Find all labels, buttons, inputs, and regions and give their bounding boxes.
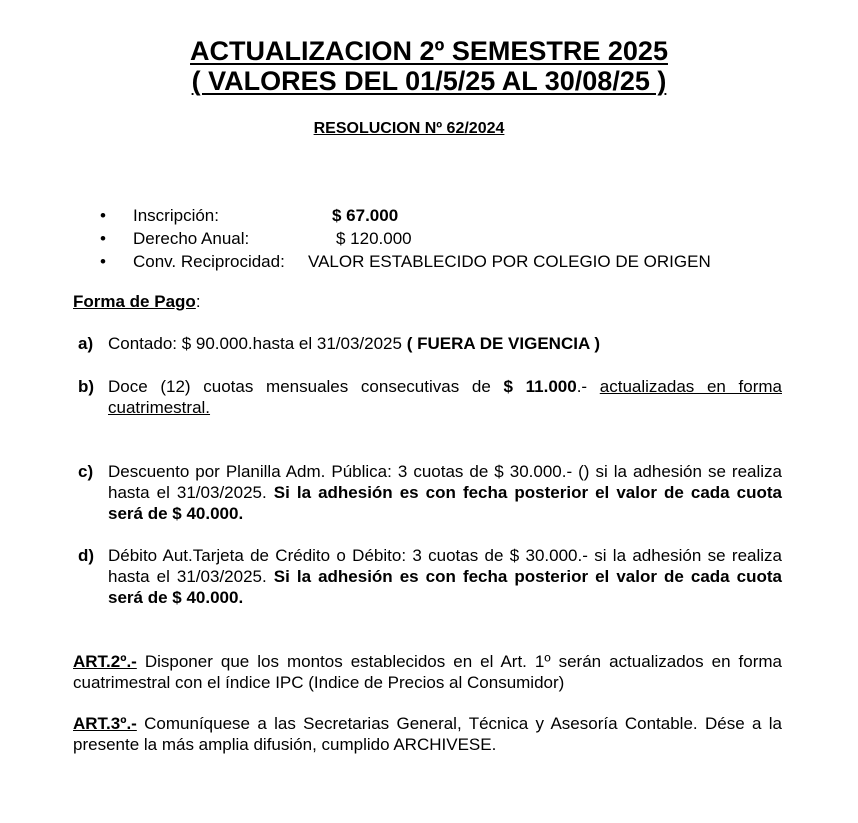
option-marker: a) — [78, 334, 94, 353]
option-text-plain: Contado: $ 90.000.hasta el 31/03/2025 — [108, 334, 407, 353]
resolution-number: RESOLUCION Nº 62/2024 — [313, 120, 505, 137]
article-2 — [73, 651, 782, 693]
fee-label: Inscripción: — [133, 206, 219, 225]
fee-value: $ 67.000 — [332, 206, 399, 225]
article-text: Disponer que los montos establecidos en el Art. 1º serán actualizados en forma cuatrimestral con el índice IPC (Indice de Precios al Consumidor) — [73, 652, 782, 692]
option-text-bold: ( FUERA DE VIGENCIA ) — [406, 334, 600, 353]
payment-option-a — [78, 333, 782, 354]
article-heading: ART.3º.- — [73, 714, 137, 733]
option-text — [108, 545, 782, 608]
option-text-bold: Si la adhesión es con fecha posterior el valor de cada cuota será de $ 40.000. — [108, 567, 782, 607]
option-text — [108, 333, 782, 354]
document-title-line-1: ACTUALIZACION 2º SEMESTRE 2025 — [190, 36, 668, 66]
payment-heading — [73, 291, 201, 313]
option-marker: c) — [78, 462, 94, 481]
fee-label: Conv. Reciprocidad: — [133, 252, 285, 271]
option-marker: d) — [78, 546, 95, 565]
payment-option-b — [78, 376, 782, 418]
option-text-plain: Doce (12) cuotas mensuales consecutivas de — [108, 377, 504, 396]
payment-heading-label: Forma de Pago — [73, 292, 196, 311]
option-text-plain-2: .- — [576, 377, 600, 396]
payment-option-c — [78, 461, 782, 524]
fee-value: $ 120.000 — [336, 229, 412, 248]
payment-option-d — [78, 545, 782, 608]
fee-value: VALOR ESTABLECIDO POR COLEGIO DE ORIGEN — [308, 252, 711, 271]
fee-label: Derecho Anual: — [133, 229, 250, 248]
option-text — [108, 461, 782, 524]
bullet-icon: • — [100, 229, 106, 248]
payment-heading-colon: : — [195, 292, 201, 311]
bullet-icon: • — [100, 252, 106, 271]
option-marker: b) — [78, 377, 95, 396]
option-text-bold: $ 11.000 — [503, 377, 577, 396]
option-text-plain: Débito Aut.Tarjeta de Crédito o Débito: 3 cuotas de $ 30.000.- si la adhesión se realiza hasta el 31/03/2025. — [108, 546, 782, 586]
option-text — [108, 376, 782, 418]
article-3 — [73, 713, 782, 755]
article-text: Comuníquese a las Secretarias General, Técnica y Asesoría Contable. Dése a la presente la más amplia difusión, cumplido ARCHIVESE. — [73, 714, 782, 754]
option-text-plain: Descuento por Planilla Adm. Pública: 3 cuotas de $ 30.000.- () si la adhesión se realiza hasta el 31/03/2025. — [108, 462, 782, 502]
document-title-line-2: ( VALORES DEL 01/5/25 AL 30/08/25 ) — [191, 66, 667, 96]
option-text-underlined: actualizadas en forma cuatrimestral. — [108, 377, 782, 417]
option-text-bold: Si la adhesión es con fecha posterior el valor de cada cuota será de $ 40.000. — [108, 483, 782, 523]
article-heading: ART.2º.- — [73, 652, 137, 671]
bullet-icon: • — [100, 206, 106, 225]
